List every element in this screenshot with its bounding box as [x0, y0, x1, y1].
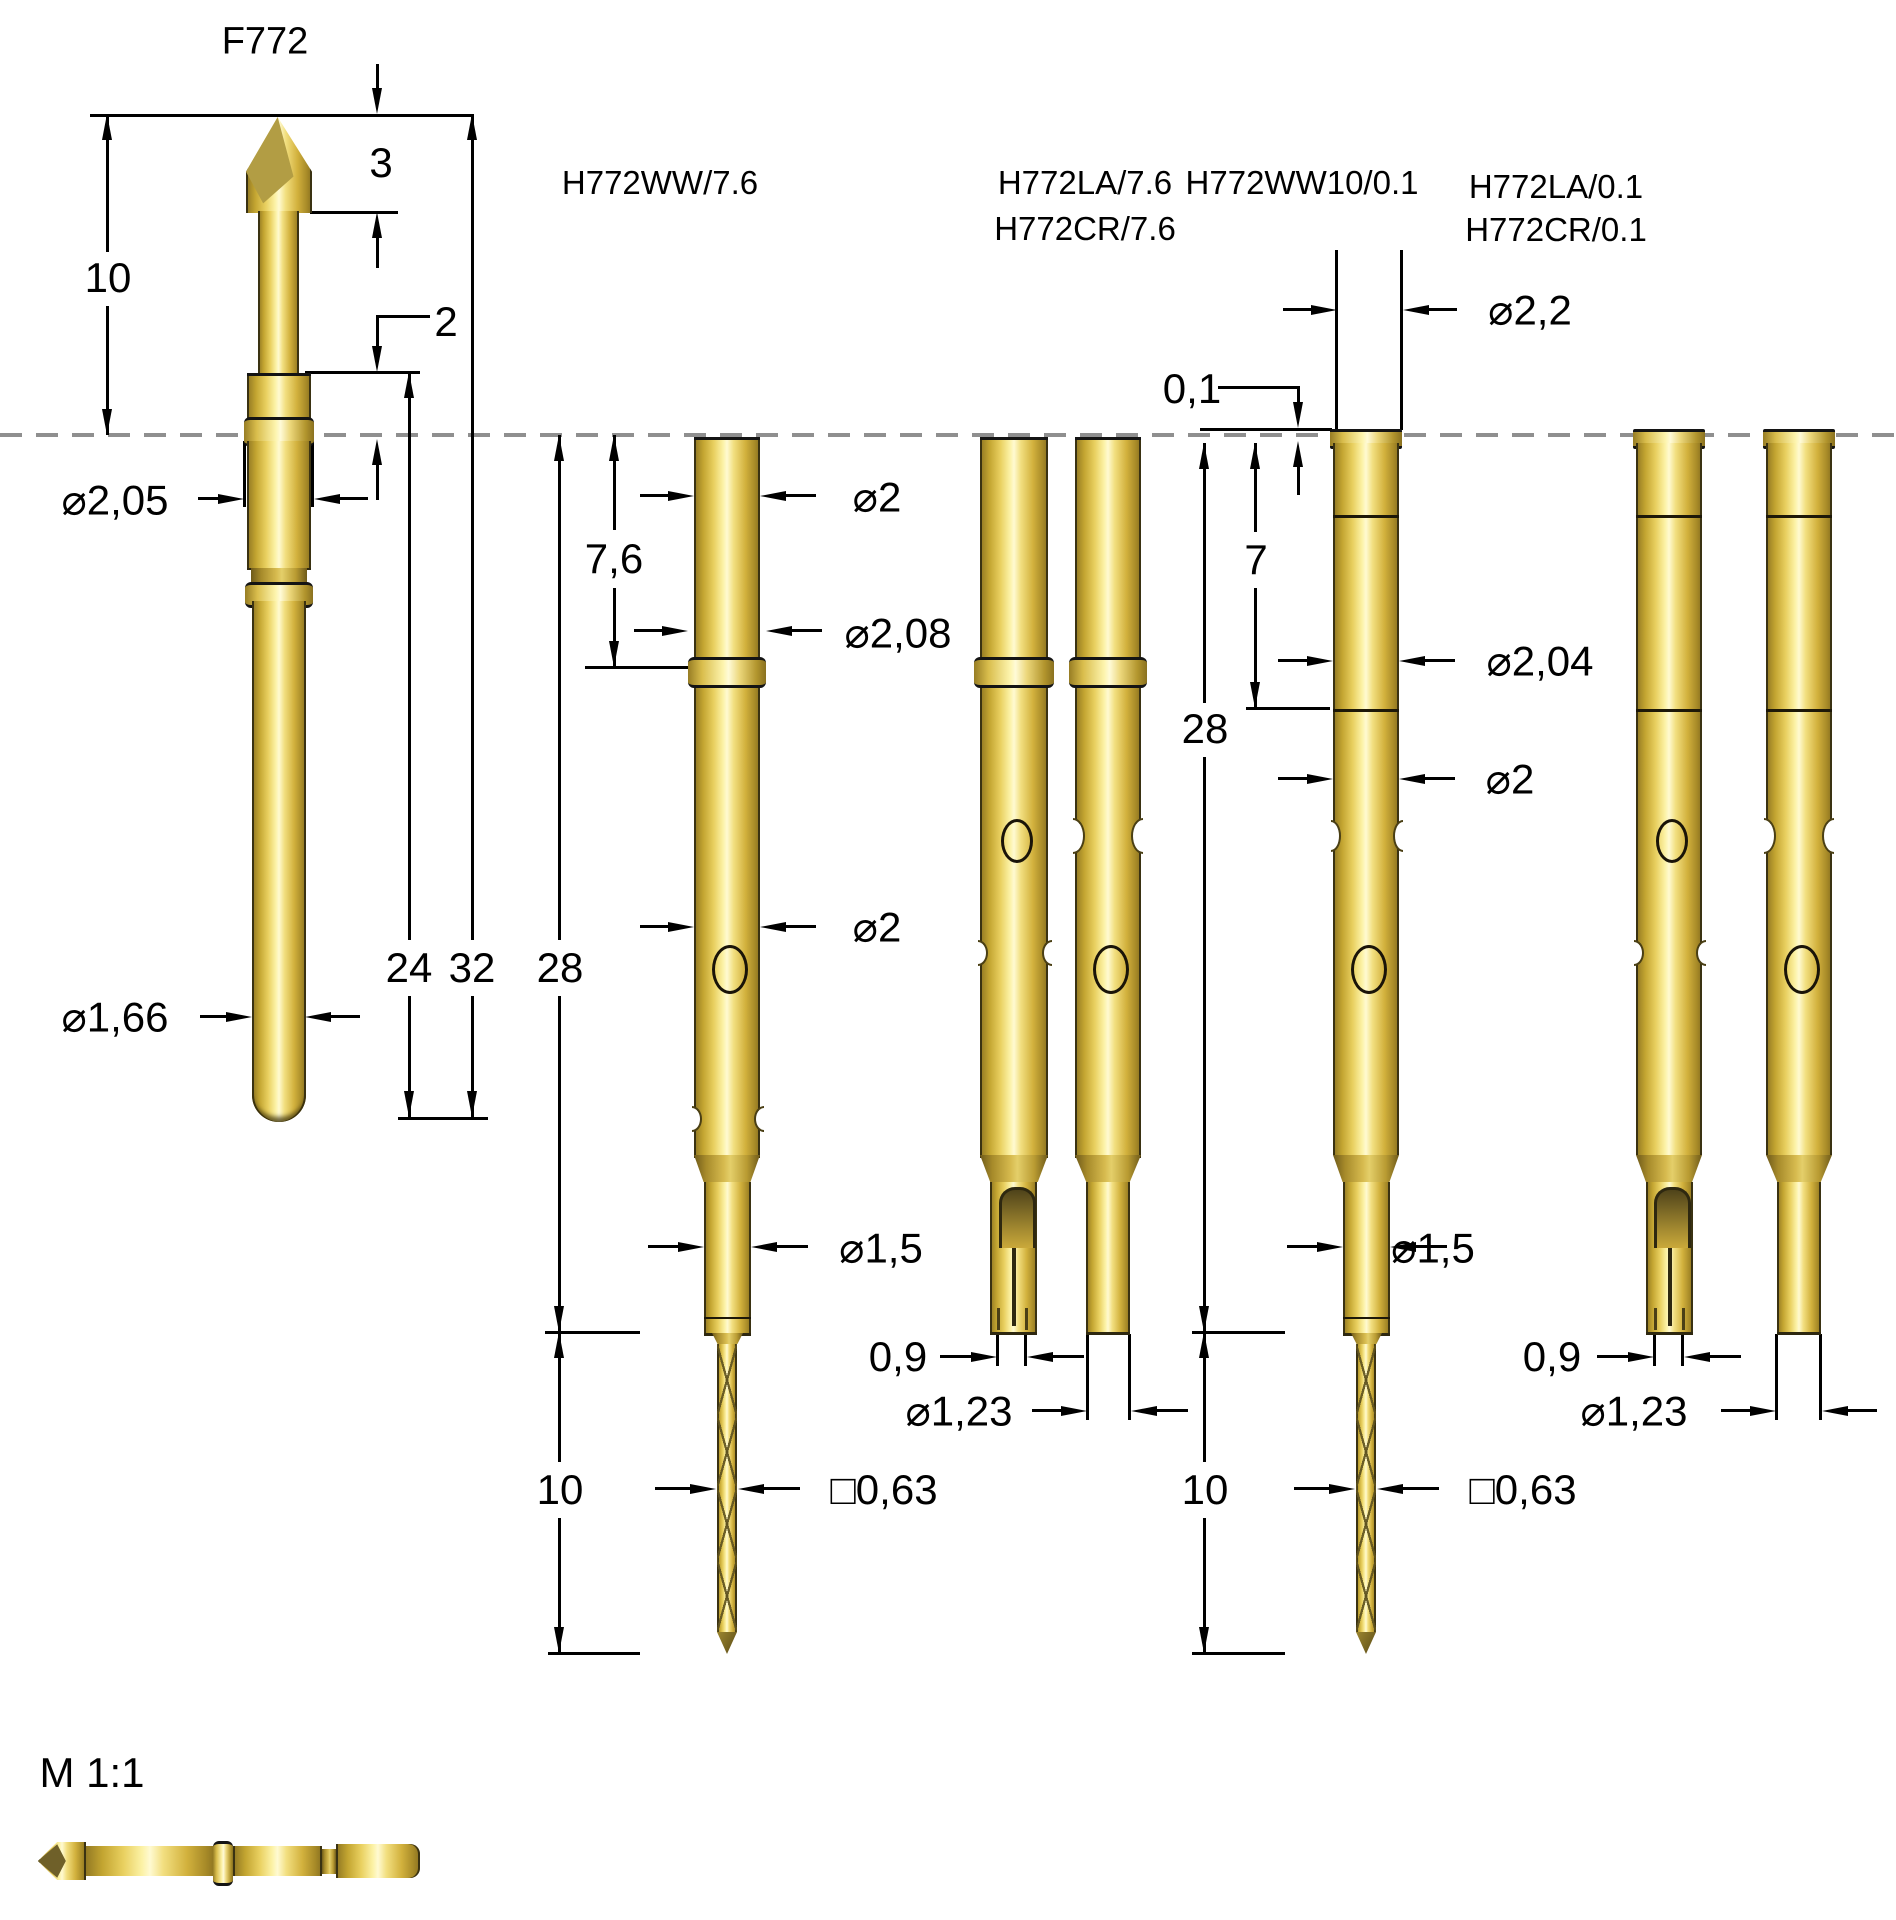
- d2midL-lead-right: [786, 925, 816, 928]
- dim24-line-a: [408, 372, 411, 940]
- h772la76-slot-arch: [999, 1187, 1036, 1248]
- h772cr76-crimp-tube: [1086, 1182, 1130, 1335]
- dim-label-left-d208: ⌀2,08: [844, 609, 952, 657]
- d09L-arrow-right: [971, 1352, 997, 1362]
- h772ww76-pin-tip: [717, 1632, 737, 1654]
- dim32-arrow-up: [467, 114, 477, 140]
- dim10L-arrow-down: [554, 1627, 564, 1653]
- d205-arrow-left: [314, 494, 340, 504]
- h772la01-tube: [1636, 443, 1702, 1155]
- d205-arrow-right: [218, 494, 244, 504]
- d09L-arrow-left: [1027, 1352, 1053, 1362]
- d22-arrow-right: [1311, 305, 1337, 315]
- d123R-lead-right: [1848, 1409, 1877, 1412]
- h772cr76-tube: [1075, 437, 1141, 1158]
- d2R-arrow-left: [1399, 774, 1425, 784]
- dim2-arrow-down: [372, 346, 382, 372]
- m11-probe-barrel2: [233, 1846, 322, 1876]
- header-h772cr76: H772CR/7.6: [994, 210, 1176, 247]
- dim-label-right-d22: ⌀2,2: [1488, 286, 1572, 334]
- dim76-tick: [585, 666, 700, 669]
- dim10L-tick: [548, 1652, 640, 1655]
- d166-lead-left: [200, 1015, 226, 1018]
- dim-label-left-76: 7,6: [577, 535, 651, 583]
- d15L-arrow-right: [678, 1242, 704, 1252]
- dim32-line-a: [471, 114, 474, 940]
- d166-lead-right: [331, 1015, 360, 1018]
- m11-probe-barrel1: [84, 1846, 216, 1876]
- dim-label-right-10: 10: [1174, 1466, 1237, 1514]
- d123L-lead-left: [1032, 1409, 1061, 1412]
- dim3-stub-bottom: [376, 238, 379, 268]
- h772ww76-sleeve: [704, 1182, 751, 1336]
- d123L-arrow-right: [1061, 1406, 1087, 1416]
- h772ww76-taper: [694, 1155, 760, 1182]
- d2R-lead-right: [1425, 777, 1455, 780]
- h772ww10-vent-hole: [1351, 945, 1387, 994]
- d2topL-lead-right: [786, 494, 816, 497]
- dim-label-f772-2: 2: [434, 298, 458, 345]
- h772la01-bore-wall-left: [1654, 1308, 1657, 1330]
- h772ww10-taper: [1333, 1155, 1399, 1182]
- dim-label-right-28: 28: [1174, 705, 1237, 753]
- dim-label-left-09: 0,9: [868, 1333, 928, 1380]
- header-h772ww10: H772WW10/0.1: [1185, 164, 1419, 201]
- dim-label-f772-24: 24: [378, 944, 441, 992]
- dim28L-line-a: [558, 435, 561, 940]
- dim-label-right-d204: ⌀2,04: [1486, 637, 1594, 685]
- dim-line-top: [90, 114, 473, 117]
- sq063L-lead-right: [764, 1487, 800, 1490]
- dim2-arrow-up: [372, 439, 382, 465]
- h772ww10-pin-tip: [1356, 1632, 1376, 1654]
- h772ww76-press-ring: [688, 657, 766, 688]
- d123L-lead-right: [1157, 1409, 1188, 1412]
- d15L-lead-left: [648, 1245, 678, 1248]
- d2midL-arrow-left: [760, 922, 786, 932]
- page-title: F772: [221, 20, 309, 63]
- d01-bracket: [1218, 386, 1300, 389]
- dim-label-left-d123: ⌀1,23: [905, 1387, 1013, 1435]
- dim28R-line-a: [1203, 443, 1206, 703]
- d166-arrow-left: [305, 1012, 331, 1022]
- d22-ext-left: [1335, 250, 1338, 430]
- d2R-lead-left: [1278, 777, 1307, 780]
- dim-label-right-d15: ⌀1,5: [1391, 1224, 1475, 1272]
- dim28L-line-b: [558, 996, 561, 1332]
- header-h772la76: H772LA/7.6: [997, 164, 1173, 201]
- dim-tick-24-32: [398, 1117, 488, 1120]
- h772cr01-vent-hole: [1784, 945, 1820, 994]
- h772la01-slot-arch: [1654, 1187, 1691, 1248]
- dim-label-f772-10: 10: [77, 254, 140, 302]
- f772-lower-tube: [252, 601, 306, 1097]
- d09R-arrow-left: [1684, 1352, 1710, 1362]
- d09L-lead-left: [940, 1355, 971, 1358]
- dim10R-tick: [1192, 1652, 1285, 1655]
- dim-label-right-sq063: □0,63: [1469, 1466, 1577, 1513]
- dim-label-right-d2: ⌀2: [1485, 755, 1535, 803]
- h772ww10-pin-chamfer: [1351, 1333, 1382, 1344]
- h772la76-press-ring: [974, 657, 1054, 688]
- d166-arrow-right: [226, 1012, 252, 1022]
- dim10-arrow-up: [102, 114, 112, 140]
- dim10L-arrow-up: [554, 1332, 564, 1358]
- d01-arrow-up: [1293, 441, 1303, 467]
- dim-label-left-28: 28: [529, 944, 592, 992]
- header-h772cr01: H772CR/0.1: [1465, 211, 1647, 248]
- h772cr01-crimp-tube: [1777, 1182, 1821, 1335]
- d2R-arrow-right: [1307, 774, 1333, 784]
- dim-label-f772-3: 3: [369, 139, 393, 186]
- sq063L-arrow-right: [690, 1484, 716, 1494]
- d123L-arrow-left: [1131, 1406, 1157, 1416]
- d09R-lead-right: [1710, 1355, 1741, 1358]
- header-h772ww76: H772WW/7.6: [561, 164, 759, 201]
- h772ww76-wirewrap-pin: [717, 1344, 737, 1632]
- dim-label-f772-d205: ⌀2,05: [61, 476, 169, 524]
- m11-probe-ring: [213, 1841, 233, 1886]
- dim-label-right-d123: ⌀1,23: [1580, 1387, 1688, 1435]
- dim-label-left-d2-mid: ⌀2: [852, 903, 902, 951]
- dim-label-f772-32: 32: [441, 944, 504, 992]
- h772la76-taper: [980, 1155, 1048, 1182]
- header-h772la01: H772LA/0.1: [1468, 168, 1644, 205]
- m11-probe-groove: [322, 1849, 336, 1874]
- d2topL-lead-left: [640, 494, 668, 497]
- dim7-tick: [1246, 707, 1330, 710]
- dim32-arrow-down: [467, 1091, 477, 1117]
- dim7-arrow-down: [1250, 682, 1260, 708]
- dim-tick-3: [310, 211, 398, 214]
- h772ww10-wirewrap-pin: [1356, 1344, 1376, 1632]
- d2topL-arrow-right: [668, 491, 694, 501]
- h772ww10-sleeve: [1343, 1182, 1390, 1336]
- d09L-lead-right: [1053, 1355, 1084, 1358]
- dim76-arrow-up: [609, 435, 619, 461]
- dim2-stub-bottom: [376, 465, 379, 500]
- dim7-arrow-up: [1250, 443, 1260, 469]
- sq063R-lead-left: [1294, 1487, 1329, 1490]
- d09R-arrow-right: [1628, 1352, 1654, 1362]
- h772cr01-taper: [1766, 1155, 1832, 1182]
- d01-arrow-down: [1293, 402, 1303, 428]
- dim10-arrow-down: [102, 409, 112, 435]
- h772cr76-taper: [1075, 1155, 1141, 1182]
- f772-barrel: [247, 441, 311, 570]
- d123R-lead-left: [1721, 1409, 1750, 1412]
- m11-probe-barrel3: [336, 1844, 420, 1878]
- d123R-arrow-right: [1750, 1406, 1776, 1416]
- d09R-lead-left: [1597, 1355, 1628, 1358]
- h772la76-slot-slit: [1012, 1244, 1016, 1326]
- d22-ext-right: [1400, 250, 1403, 430]
- dim2-bracket: [378, 315, 430, 318]
- sq063R-lead-right: [1403, 1487, 1439, 1490]
- h772la01-bore-wall-right: [1682, 1308, 1685, 1330]
- dim-label-left-sq063: □0,63: [830, 1466, 938, 1513]
- d204-arrow-left: [1399, 656, 1425, 666]
- dim-tick-2-24: [305, 371, 420, 374]
- d15R-lead-left: [1287, 1245, 1317, 1248]
- h772la01-slot-slit: [1668, 1244, 1672, 1326]
- dim-label-f772-d166: ⌀1,66: [61, 993, 169, 1041]
- h772ww10-tube: [1333, 443, 1399, 1155]
- dim-label-right-01: 0,1: [1162, 365, 1222, 412]
- dim-label-left-d2-top: ⌀2: [852, 473, 902, 521]
- dim28L-arrow-up: [554, 435, 564, 461]
- d208-arrow-right: [662, 626, 688, 636]
- d205-lead-left: [198, 497, 220, 500]
- d2topL-arrow-left: [760, 491, 786, 501]
- d22-arrow-left: [1403, 305, 1429, 315]
- dim28R-line-b: [1203, 757, 1206, 1332]
- h772ww76-pin-chamfer: [712, 1333, 743, 1344]
- dim3-arrow-down: [372, 88, 382, 114]
- h772ww76-vent-hole: [712, 945, 748, 994]
- dim10R-arrow-down: [1199, 1627, 1209, 1653]
- d204-lead-left: [1278, 659, 1307, 662]
- d2midL-lead-left: [640, 925, 668, 928]
- d22-lead-left: [1283, 308, 1311, 311]
- h772cr76-press-ring: [1069, 657, 1147, 688]
- f772-tip-shaft: [258, 211, 299, 375]
- d204-arrow-right: [1307, 656, 1333, 666]
- sq063L-lead-left: [655, 1487, 690, 1490]
- dim3-arrow-up: [372, 212, 382, 238]
- dim24-arrow-down: [404, 1091, 414, 1117]
- dim24-arrow-up: [404, 372, 414, 398]
- d205-lead-right: [340, 497, 368, 500]
- d15L-lead-right: [777, 1245, 808, 1248]
- h772la76-tube: [980, 437, 1048, 1158]
- dim76-arrow-down: [609, 641, 619, 667]
- dim-label-right-7: 7: [1236, 536, 1275, 584]
- f772-bottom-cap: [252, 1090, 306, 1122]
- d22-lead-right: [1429, 308, 1457, 311]
- d123R-arrow-left: [1822, 1406, 1848, 1416]
- scale-label: M 1:1: [39, 1749, 145, 1796]
- h772la76-bore-wall-left: [997, 1308, 1000, 1330]
- d2midL-arrow-right: [668, 922, 694, 932]
- h772la76-bore-wall-right: [1025, 1308, 1028, 1330]
- d208-arrow-left: [766, 626, 792, 636]
- d15L-arrow-left: [751, 1242, 777, 1252]
- h772ww76-tube: [694, 437, 760, 1158]
- h772la01-taper: [1636, 1155, 1702, 1182]
- d204-lead-right: [1425, 659, 1455, 662]
- dim28R-arrow-down: [1199, 1306, 1209, 1332]
- dim-label-left-d15: ⌀1,5: [839, 1224, 923, 1272]
- dim2-stub-top: [376, 315, 379, 347]
- dim-label-right-09: 0,9: [1522, 1333, 1582, 1380]
- sq063R-arrow-left: [1377, 1484, 1403, 1494]
- dim10R-arrow-up: [1199, 1332, 1209, 1358]
- h772cr76-vent-hole: [1093, 945, 1129, 994]
- h772cr01-tube: [1766, 443, 1832, 1155]
- d208-lead-left: [634, 629, 662, 632]
- h772la01-vent-hole: [1656, 819, 1688, 863]
- d208-lead-right: [792, 629, 822, 632]
- sq063R-arrow-right: [1329, 1484, 1355, 1494]
- dim3-stub-top: [376, 64, 379, 90]
- d01-flange-line: [1200, 428, 1332, 431]
- d01-stub-bottom: [1297, 467, 1300, 495]
- dim28L-arrow-down: [554, 1306, 564, 1332]
- h772la76-vent-hole: [1001, 819, 1033, 863]
- d15R-arrow-right: [1317, 1242, 1343, 1252]
- dim-label-left-10: 10: [529, 1466, 592, 1514]
- dim28R-arrow-up: [1199, 443, 1209, 469]
- sq063L-arrow-left: [738, 1484, 764, 1494]
